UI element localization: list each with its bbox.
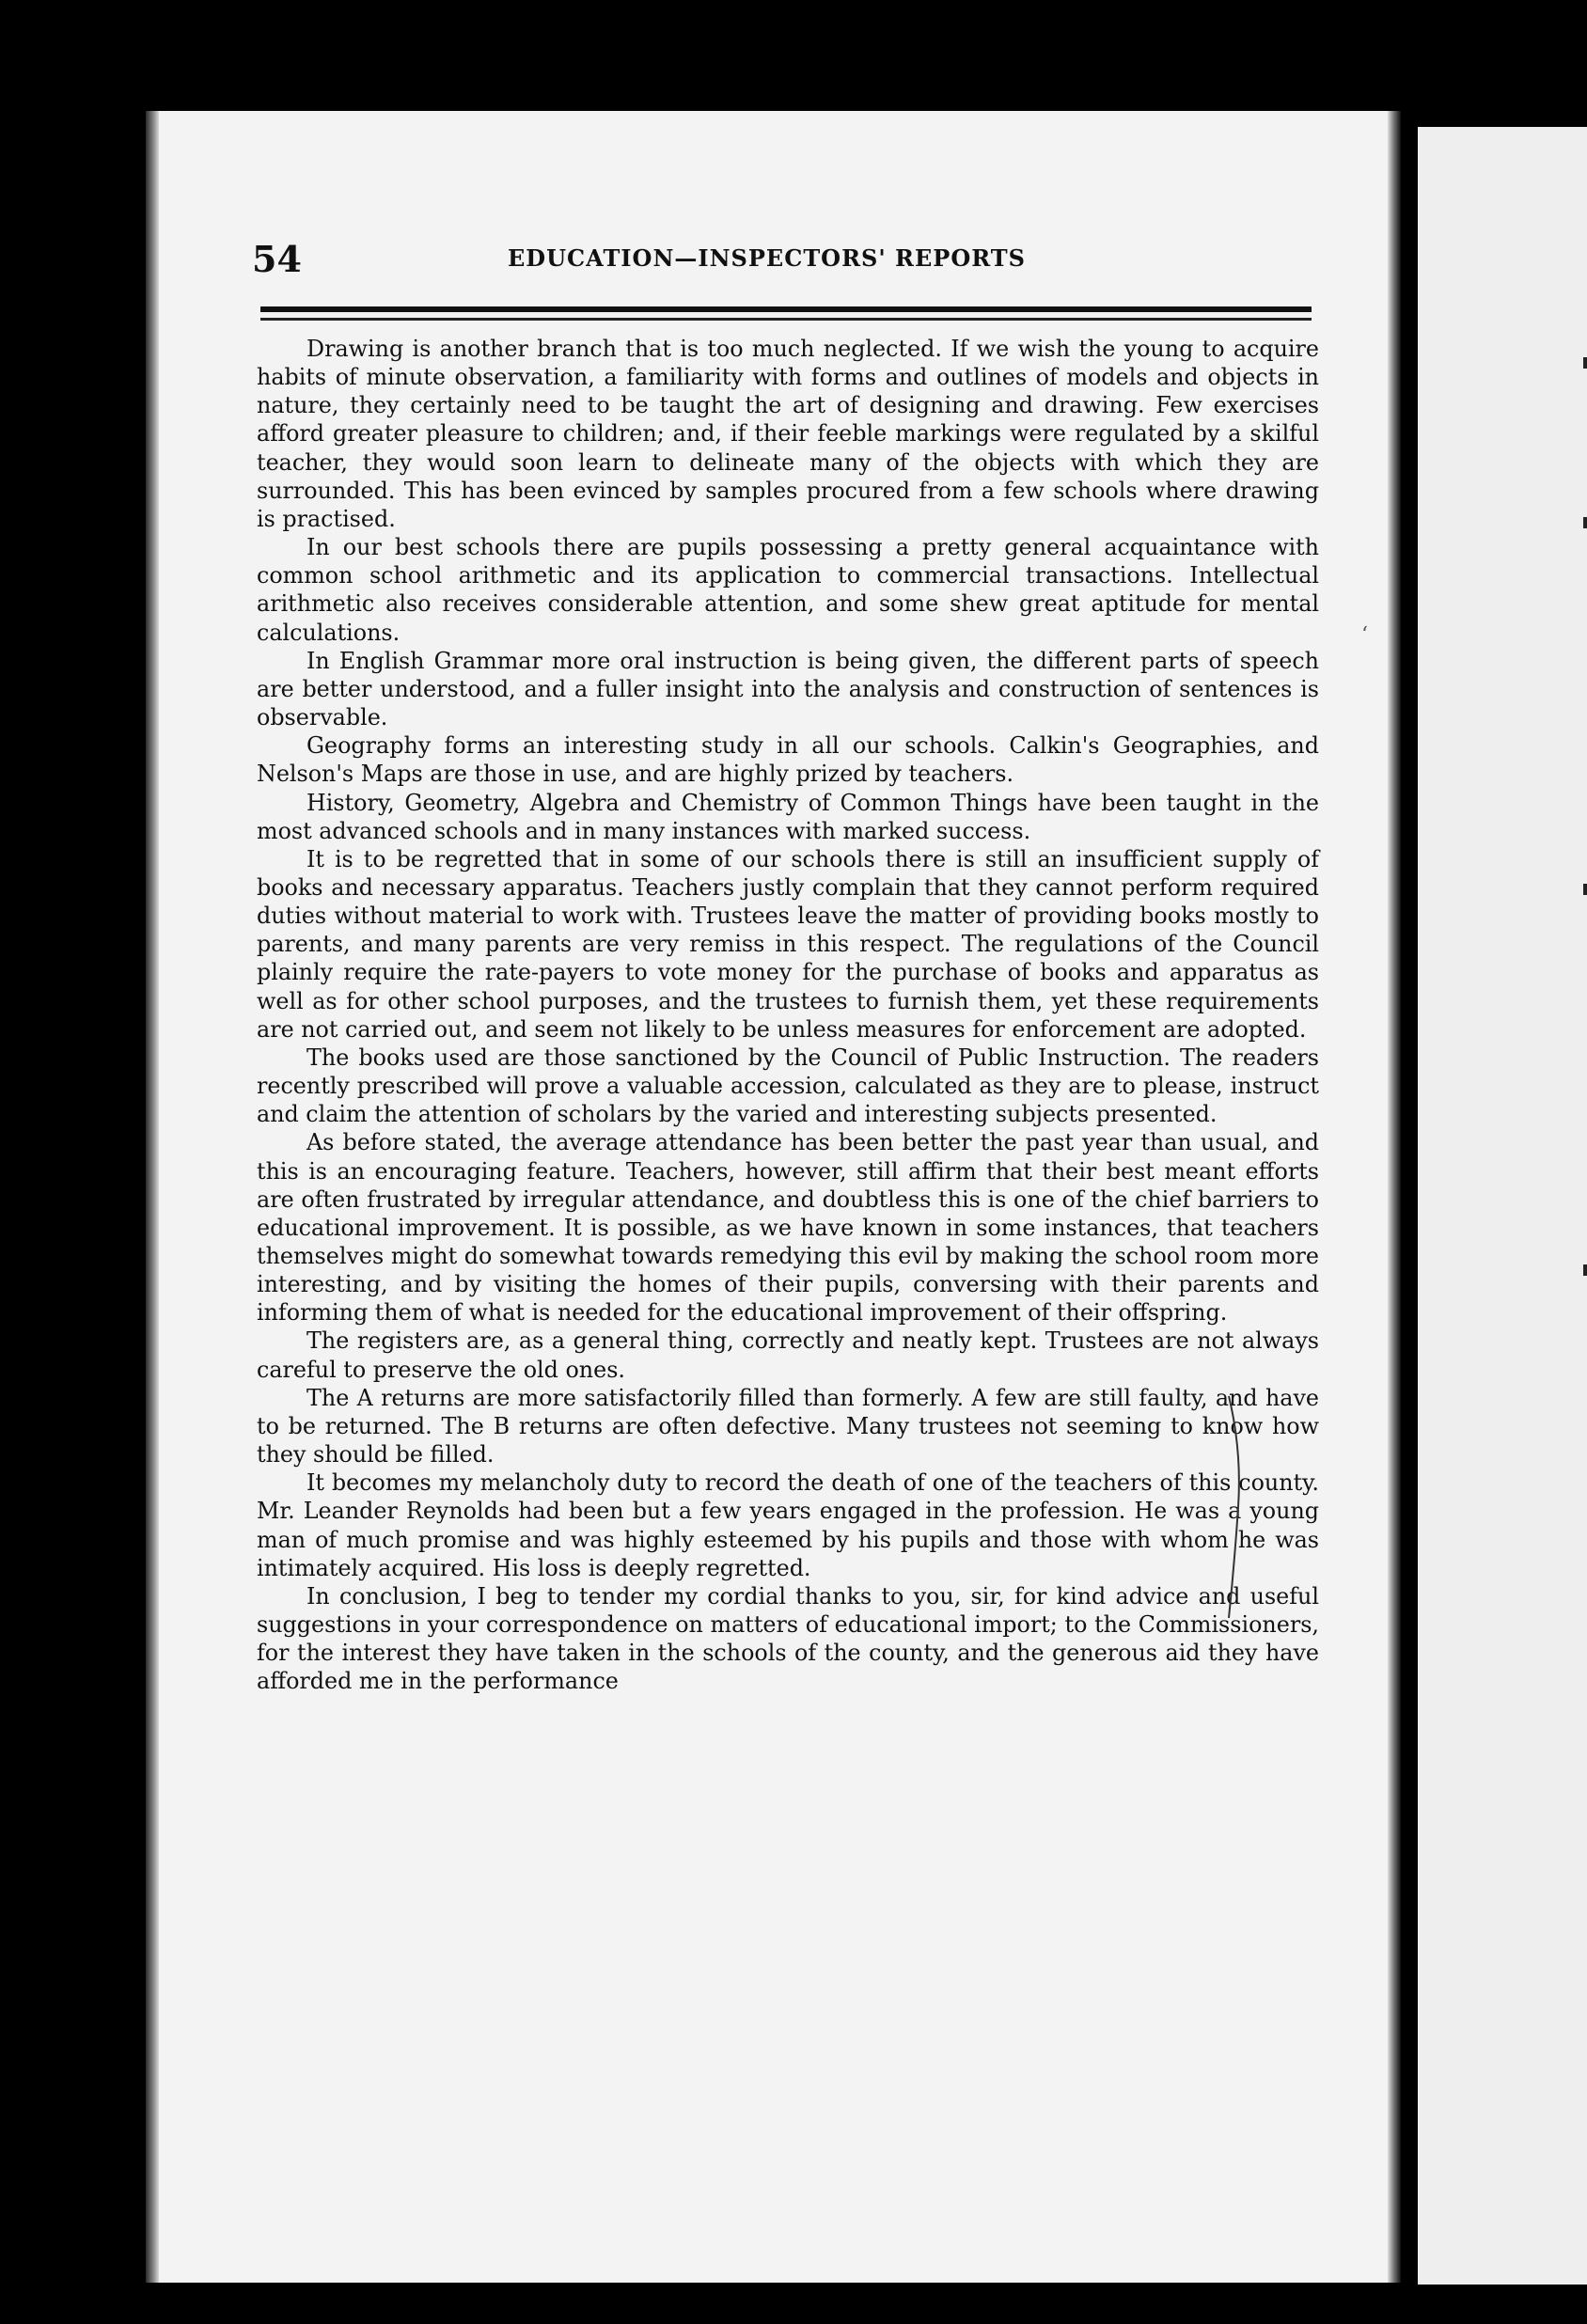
- paragraph-obituary: It becomes my melancholy duty to record the death of one of the teachers of this county. Mr. Leander Reynolds had been but a few years engaged in the profession. He was a young man of much promise and was highly esteemed by his pupils and those with whom he was intimately acquired. His loss is deeply regretted.: [257, 1469, 1319, 1581]
- paragraph-grammar: In English Grammar more oral instruction is being given, the different parts of speech are better understood, and a fuller insight into the analysis and construction of sentences is observable.: [257, 647, 1319, 731]
- paragraph-drawing: Drawing is another branch that is too much neglected. If we wish the young to acquire habits of minute observation, a familiarity with forms and outlines of models and objects in nature, they certainly need to be taught the art of designing and drawing. Few exercises afford greater pleasure to children; and, if their feeble markings were regulated by a skilful teacher, they would soon learn to delineate many of the objects with which they are surrounded. This has been evinced by samples procured from a few schools where drawing is practised.: [257, 336, 1319, 532]
- adjacent-page-mark: [1583, 357, 1587, 369]
- page-number: 54: [252, 238, 302, 280]
- paragraph-books-apparatus: It is to be regretted that in some of our schools there is still an insufficient supply of books and necessary apparatus. Teachers justly complain that they cannot perform required duties without material to work with. Trustees leave the matter of providing books mostly to parents, and many parents are very remiss in this respect. The regulations of the Council plainly require the rate-payers to vote money for the purchase of books and apparatus as well as for other school purposes, and the trustees to furnish them, yet these requirements are not carried out, and seem not likely to be unless measures for enforcement are adopted.: [257, 845, 1319, 1043]
- running-head: EDUCATION—INSPECTORS' REPORTS: [508, 244, 1026, 272]
- margin-bracket-mark: [1225, 1394, 1246, 1620]
- header-rule-thick: [260, 306, 1312, 312]
- paragraph-books-used: The books used are those sanctioned by the Council of Public Instruction. The readers recently prescribed will prove a valuable accession, calculated as they are to please, instruct and claim the attention of scholars by the varied and interesting subjects presented.: [257, 1044, 1319, 1128]
- paragraph-conclusion: In conclusion, I beg to tender my cordial thanks to you, sir, for kind advice and useful suggestions in your correspondence on matters of educational import; to the Commissioners, for the interest they have taken in the schools of the county, and the generous aid they have afforded me in the performance: [257, 1582, 1319, 1695]
- adjacent-page-mark: [1583, 1264, 1587, 1276]
- paragraph-history: History, Geometry, Algebra and Chemistry of Common Things have been taught in the most advanced schools and in many instances with marked success.: [257, 789, 1319, 844]
- report-body: [257, 335, 1319, 1696]
- adjacent-page-edge: [1418, 127, 1587, 2285]
- paragraph-geography: Geography forms an interesting study in all our schools. Calkin's Geographies, and Nelson's Maps are those in use, and are highly prized by teachers.: [257, 732, 1319, 788]
- paragraph-attendance: As before stated, the average attendance has been better the past year than usual, and this is an encouraging feature. Teachers, however, still affirm that their best meant efforts are often frustrated by irregular attendance, and doubtless this is one of the chief barriers to educational improvement. It is possible, as we have known in some instances, that teachers themselves might do somewhat towards remedying this evil by making the school room more interesting, and by visiting the homes of their pupils, conversing with their parents and informing them of what is needed for the educational improvement of their offspring.: [257, 1129, 1319, 1327]
- header-rule-thin: [260, 318, 1312, 321]
- adjacent-page-mark: [1583, 884, 1587, 895]
- paragraph-returns: The A returns are more satisfactorily filled than formerly. A few are still faulty, and have to be returned. The B returns are often defective. Many trustees not seeming to know how they should be filled.: [257, 1384, 1319, 1468]
- paragraph-registers: The registers are, as a general thing, correctly and neatly kept. Trustees are not always careful to preserve the old ones.: [257, 1327, 1319, 1383]
- adjacent-page-mark: [1583, 517, 1587, 528]
- paragraph-arithmetic: In our best schools there are pupils possessing a pretty general acquaintance with common school arithmetic and its application to commercial transactions. Intellectual arithmetic also receives considerable attention, and some shew great aptitude for mental calculations.: [257, 534, 1319, 646]
- margin-tick-mark: ‘: [1361, 623, 1368, 647]
- page-content: [146, 111, 1401, 2283]
